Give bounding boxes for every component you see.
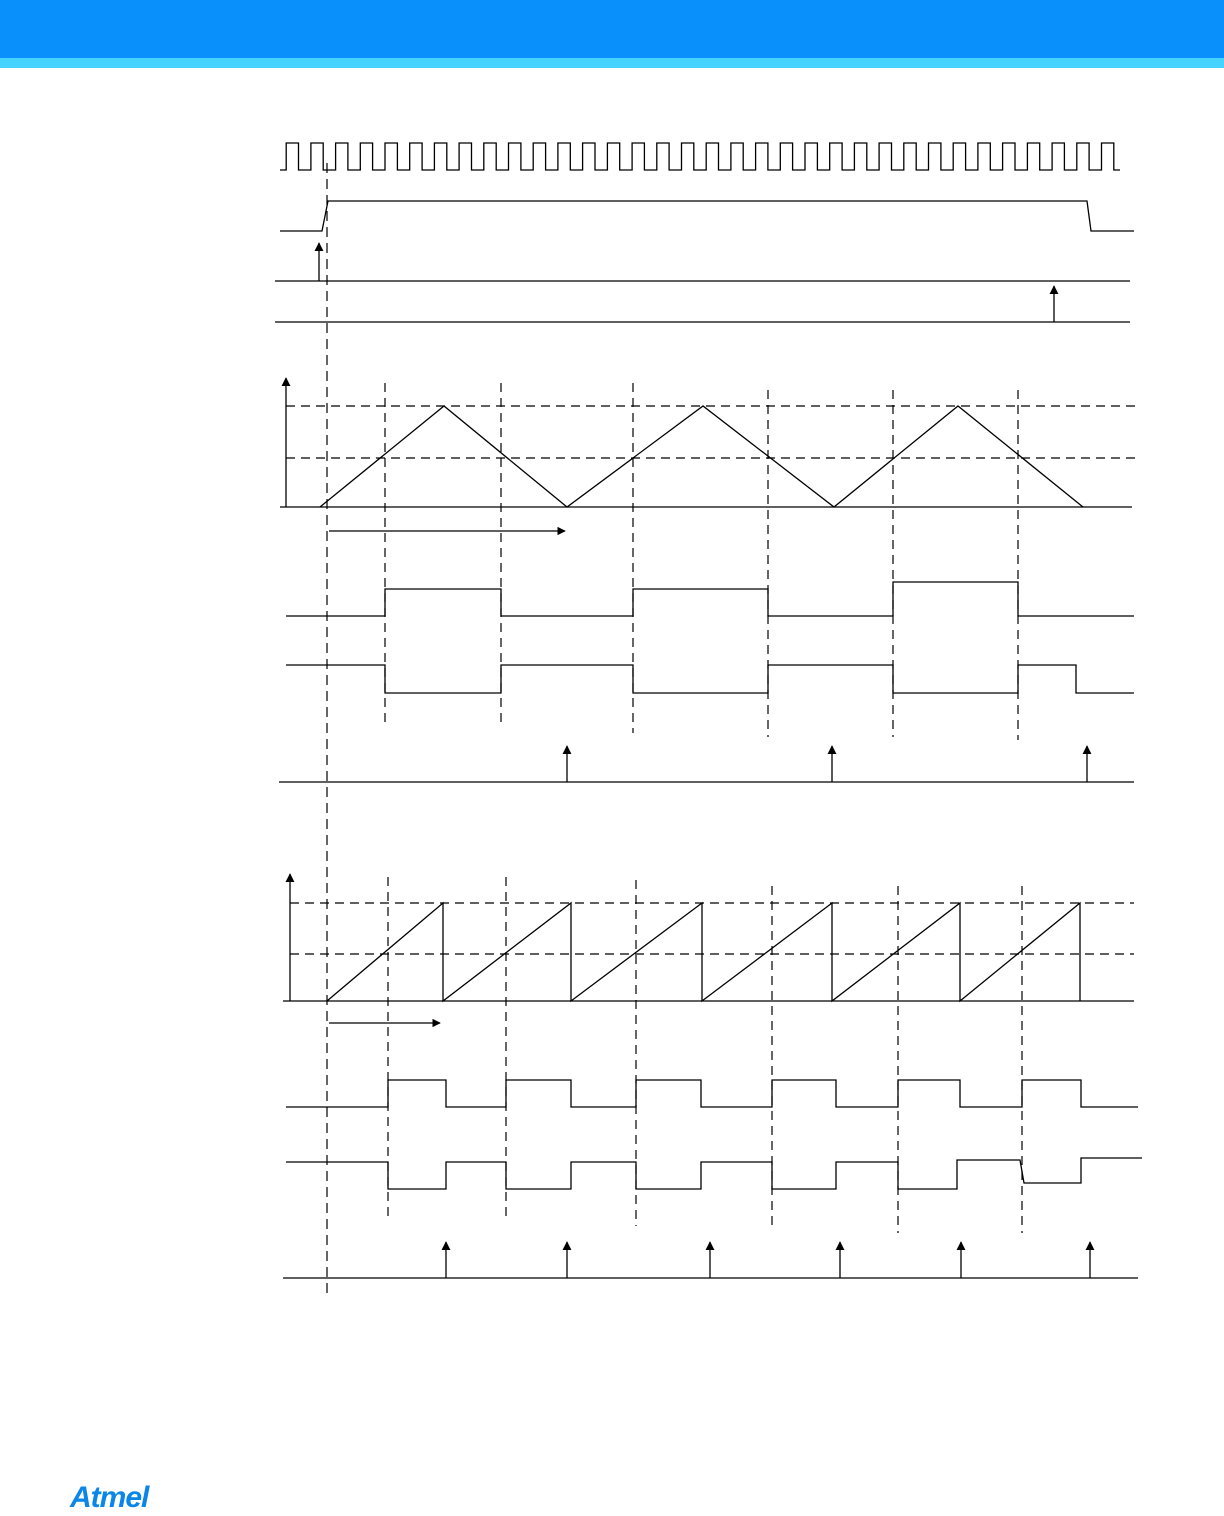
single-compare-markers [388, 877, 1022, 1233]
dual-slope-counter [320, 406, 1083, 507]
clock-signal [280, 143, 1120, 170]
single-output-low [286, 1158, 1142, 1189]
atmel-logo: Atmel [70, 1481, 149, 1514]
single-slope-counter [327, 903, 1080, 1001]
dual-output-low [286, 665, 1134, 693]
enable-signal [280, 201, 1134, 231]
dual-output-high [286, 582, 1134, 616]
single-output-high [286, 1080, 1138, 1107]
dual-compare-markers [385, 383, 1018, 740]
